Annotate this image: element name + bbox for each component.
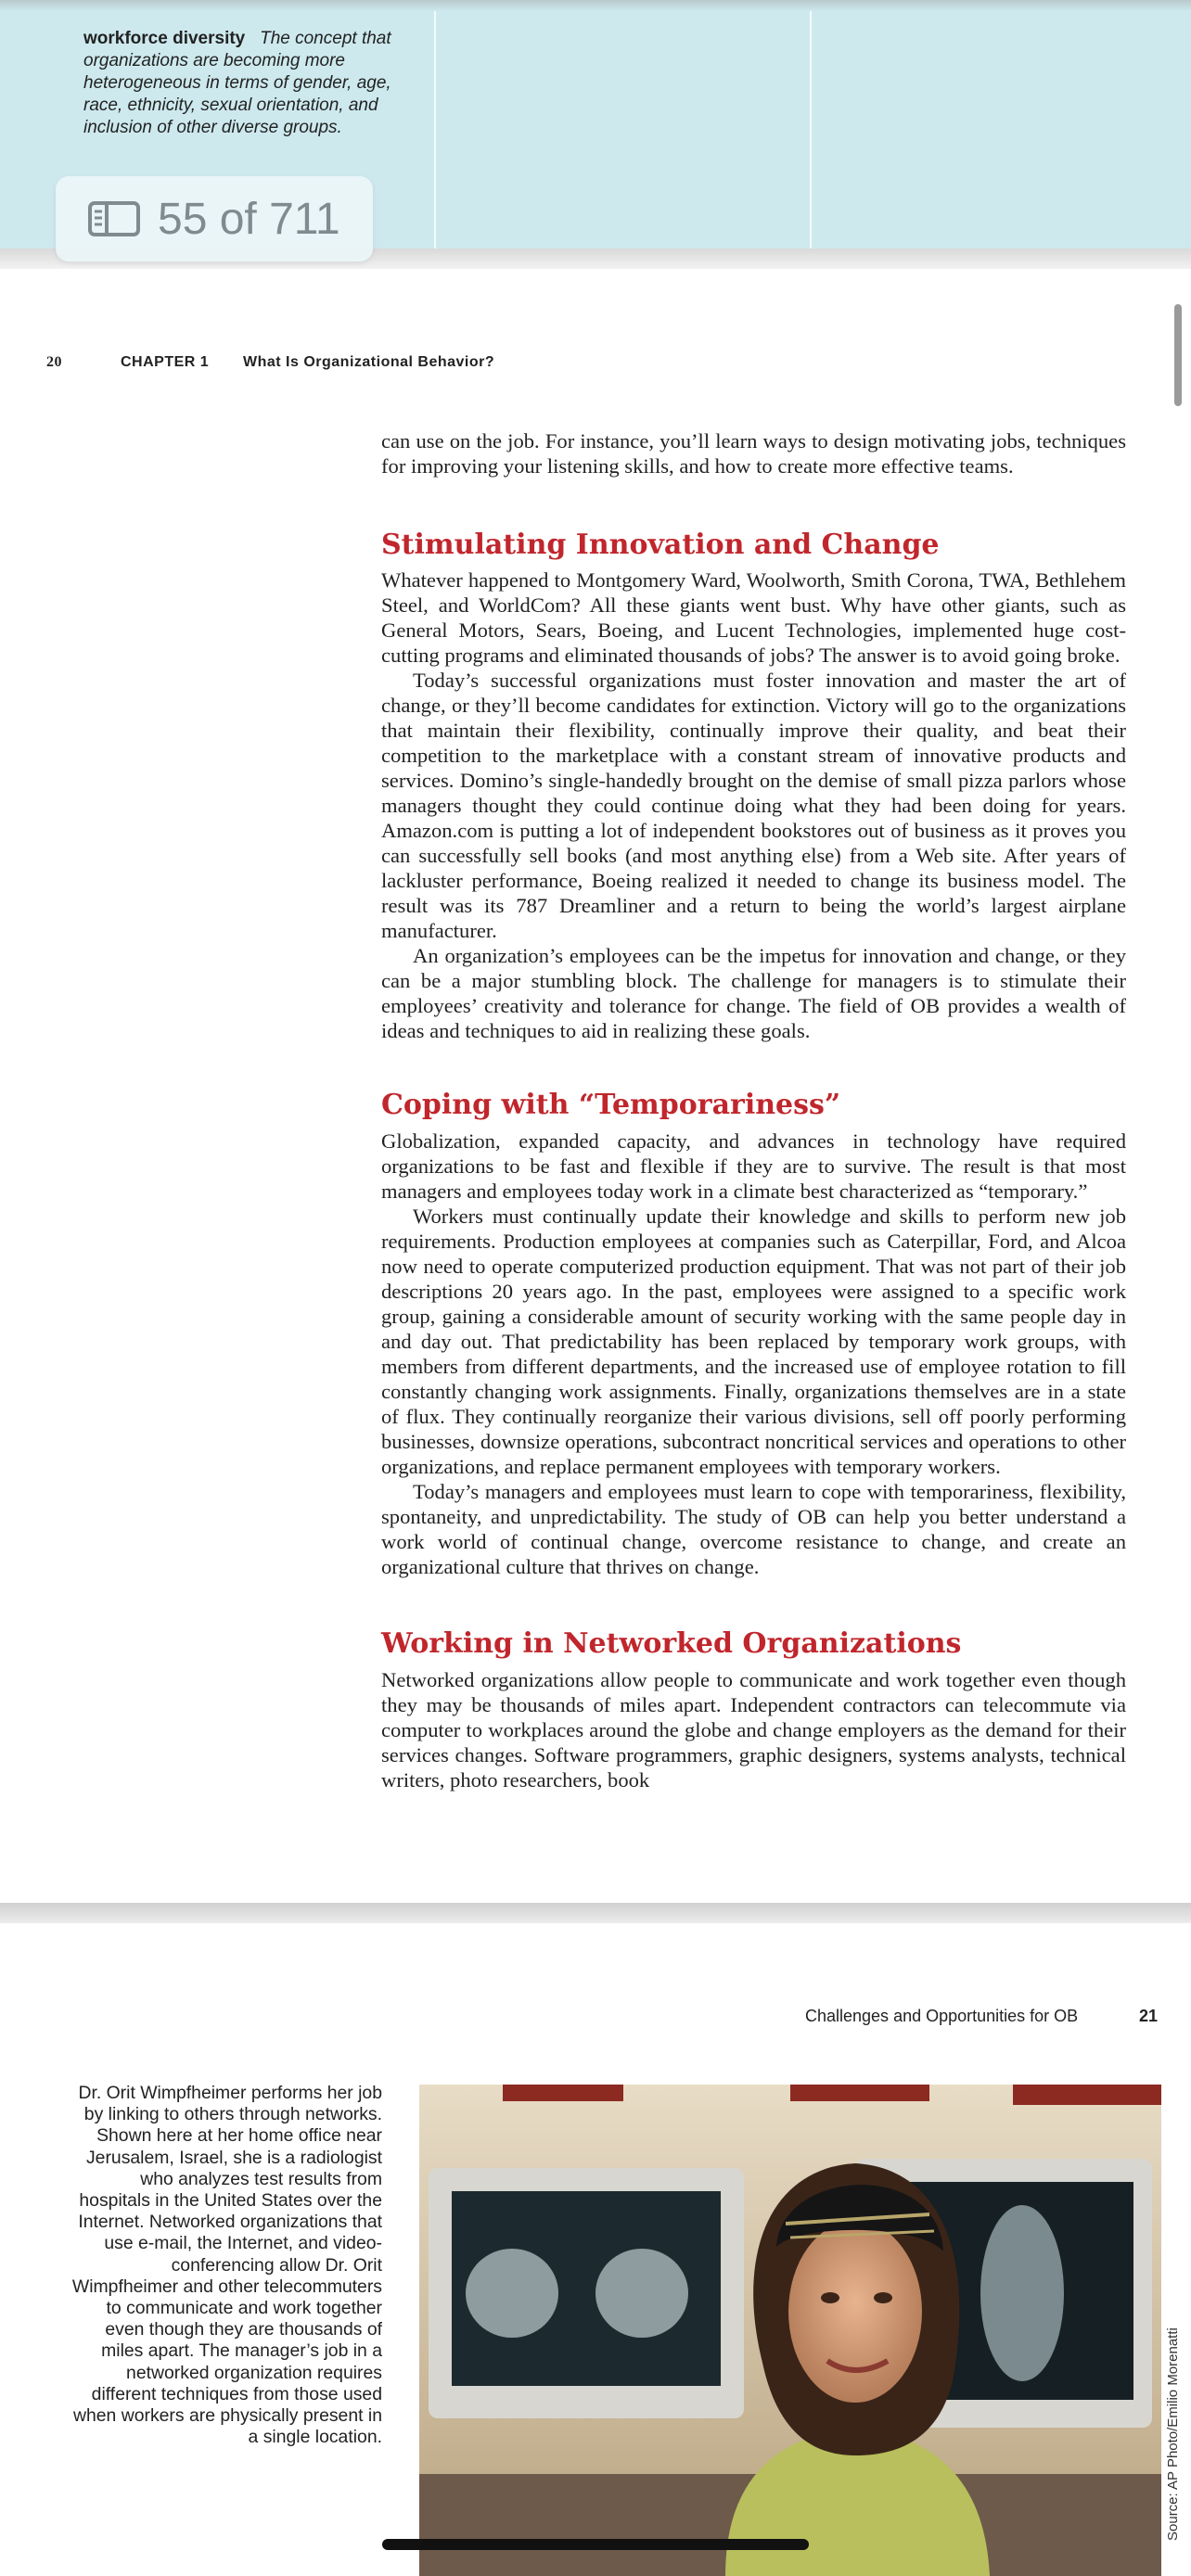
chapter-label: CHAPTER 1 (121, 354, 210, 370)
running-head-right: Challenges and Opportunities for OB (805, 2007, 1079, 2025)
photo-credit: Source: AP Photo/Emilio Morenatti (1165, 2327, 1181, 2541)
page-number-right: 21 (1139, 2007, 1159, 2025)
paragraph: An organization’s employees can be the impetus for innovation and change, or they can be a major stumbling block. The challenge for managers is to stimulate their employees’ creativity and tolerance for change. The field of OB provides a wealth of ideas and techniques to aid in realizing these goals. (381, 944, 1126, 1042)
page-top-edge (0, 0, 1191, 11)
section-heading-networked: Working in Networked Organizations (381, 1627, 962, 1660)
column-divider (434, 0, 436, 249)
paragraph: Workers must continually update their knowledge and skills to perform new job requirements. Production employees at companies such as Caterpillar, Ford, and Alcoa now need to operate computerized production equipment. That was not part of their job descriptions 20 years ago. In the past, employees were assigned to a specific work group, gaining a considerable amount of security working with the same people day in and day out. That predictability has been replaced by temporary work groups, with members from different departments, and the increased use of employee rotation to fill constantly changing work assignments. Finally, organizations themselves are in a state of flux. They continually reorganize their various divisions, sell off poorly performing businesses, downsize operations, subcontract noncritical services and operations to other organizations, and replace permanent employees with temporary workers. (381, 1205, 1126, 1478)
paragraph: Today’s managers and employees must learn to cope with temporariness, flexibility, spontaneity, and unpredictability. The study of OB can help you better understand a work world of continual change, overcome resistance to change, and create an organizational culture that thrives on change. (381, 1480, 1126, 1578)
scrollbar-thumb[interactable] (1174, 304, 1182, 406)
paragraph: Today’s successful organizations must foster innovation and master the art of change, or they’ll become candidates for extinction. Victory will go to the organizations that maintain their flexibility, continually improve their quality, and beat their competition to the marketplace with a constant stream of innovative products and services. Domino’s single-handedly brought on the demise of small pizza parlors whose managers thought they could continue doing what they had been doing for years. Amazon.com is putting a lot of independent bookstores out of business as it proves you can successfully sell books (and most anything else) from a Web site. After years of lackluster performance, Boeing realized it needed to change its business model. The result was its 787 Dreamliner and a return to being the world’s largest airplane manufacturer. (381, 669, 1126, 942)
column-divider (810, 0, 812, 249)
page-indicator-label: 55 of 711 (158, 194, 340, 244)
intro-paragraph (381, 428, 1126, 478)
section-heading-innovation: Stimulating Innovation and Change (381, 529, 940, 561)
section-body-innovation (381, 567, 1126, 1043)
home-indicator[interactable] (382, 2539, 809, 2550)
page-number-left: 20 (46, 354, 62, 370)
section-body-networked (381, 1667, 1126, 1792)
chapter-title: What Is Organizational Behavior? (243, 354, 495, 370)
paragraph: can use on the job. For instance, you’ll learn ways to design motivating jobs, techniques for improving your listening skills, and how to create more effective teams. (381, 429, 1126, 478)
page-gap (0, 1903, 1191, 1923)
paragraph: Whatever happened to Montgomery Ward, Woolworth, Smith Corona, TWA, Bethlehem Steel, and WorldCom? All these giants went bust. Why have other giants, such as General Motors, Sears, Boeing, and Lucent Technologies, implemented huge cost-cutting programs and eliminated thousands of jobs? The answer is to avoid going broke. (381, 568, 1126, 667)
book-pages-icon (87, 200, 141, 237)
definition-text: The concept that organizations are becoming more heterogeneous in terms of gender, age, race, ethnicity, sexual orientation, and inclusion of other diverse groups. (83, 29, 391, 137)
section-heading-temporariness: Coping with “Temporariness” (381, 1089, 841, 1121)
paragraph: Globalization, expanded capacity, and advances in technology have required organizations to be fast and flexible if they are to survive. The result is that most managers and employees today work in a climate best characterized as “temporary.” (381, 1129, 1126, 1203)
definition-term: workforce diversity (83, 29, 246, 48)
section-body-temporariness (381, 1129, 1126, 1579)
paragraph: Networked organizations allow people to communicate and work together even though they may be thousands of miles apart. Independent contractors can telecommute via computer to workplaces around the globe and change employers as the demand for their services changes. Software programmers, graphic designers, systems analysts, technical writers, photo researchers, book (381, 1668, 1126, 1792)
page-indicator[interactable] (56, 176, 373, 261)
photo-caption: Dr. Orit Wimpfheimer performs her job by linking to others through networks. Shown here at her home office near Jerusalem, Israel, she is a radiologist who analyzes test results from hospitals in the United States over the Internet. Networked organizations that use e-mail, the Internet, and video-conferencing allow Dr. Orit Wimpfheimer and other telecommuters to communicate and work together even though they are thousands of miles apart. The manager’s job in a networked organization requires different techniques from those used when workers are physically present in a single location. (71, 2083, 382, 2448)
margin-definition (83, 28, 417, 139)
photo-radiologist (419, 2085, 1161, 2576)
